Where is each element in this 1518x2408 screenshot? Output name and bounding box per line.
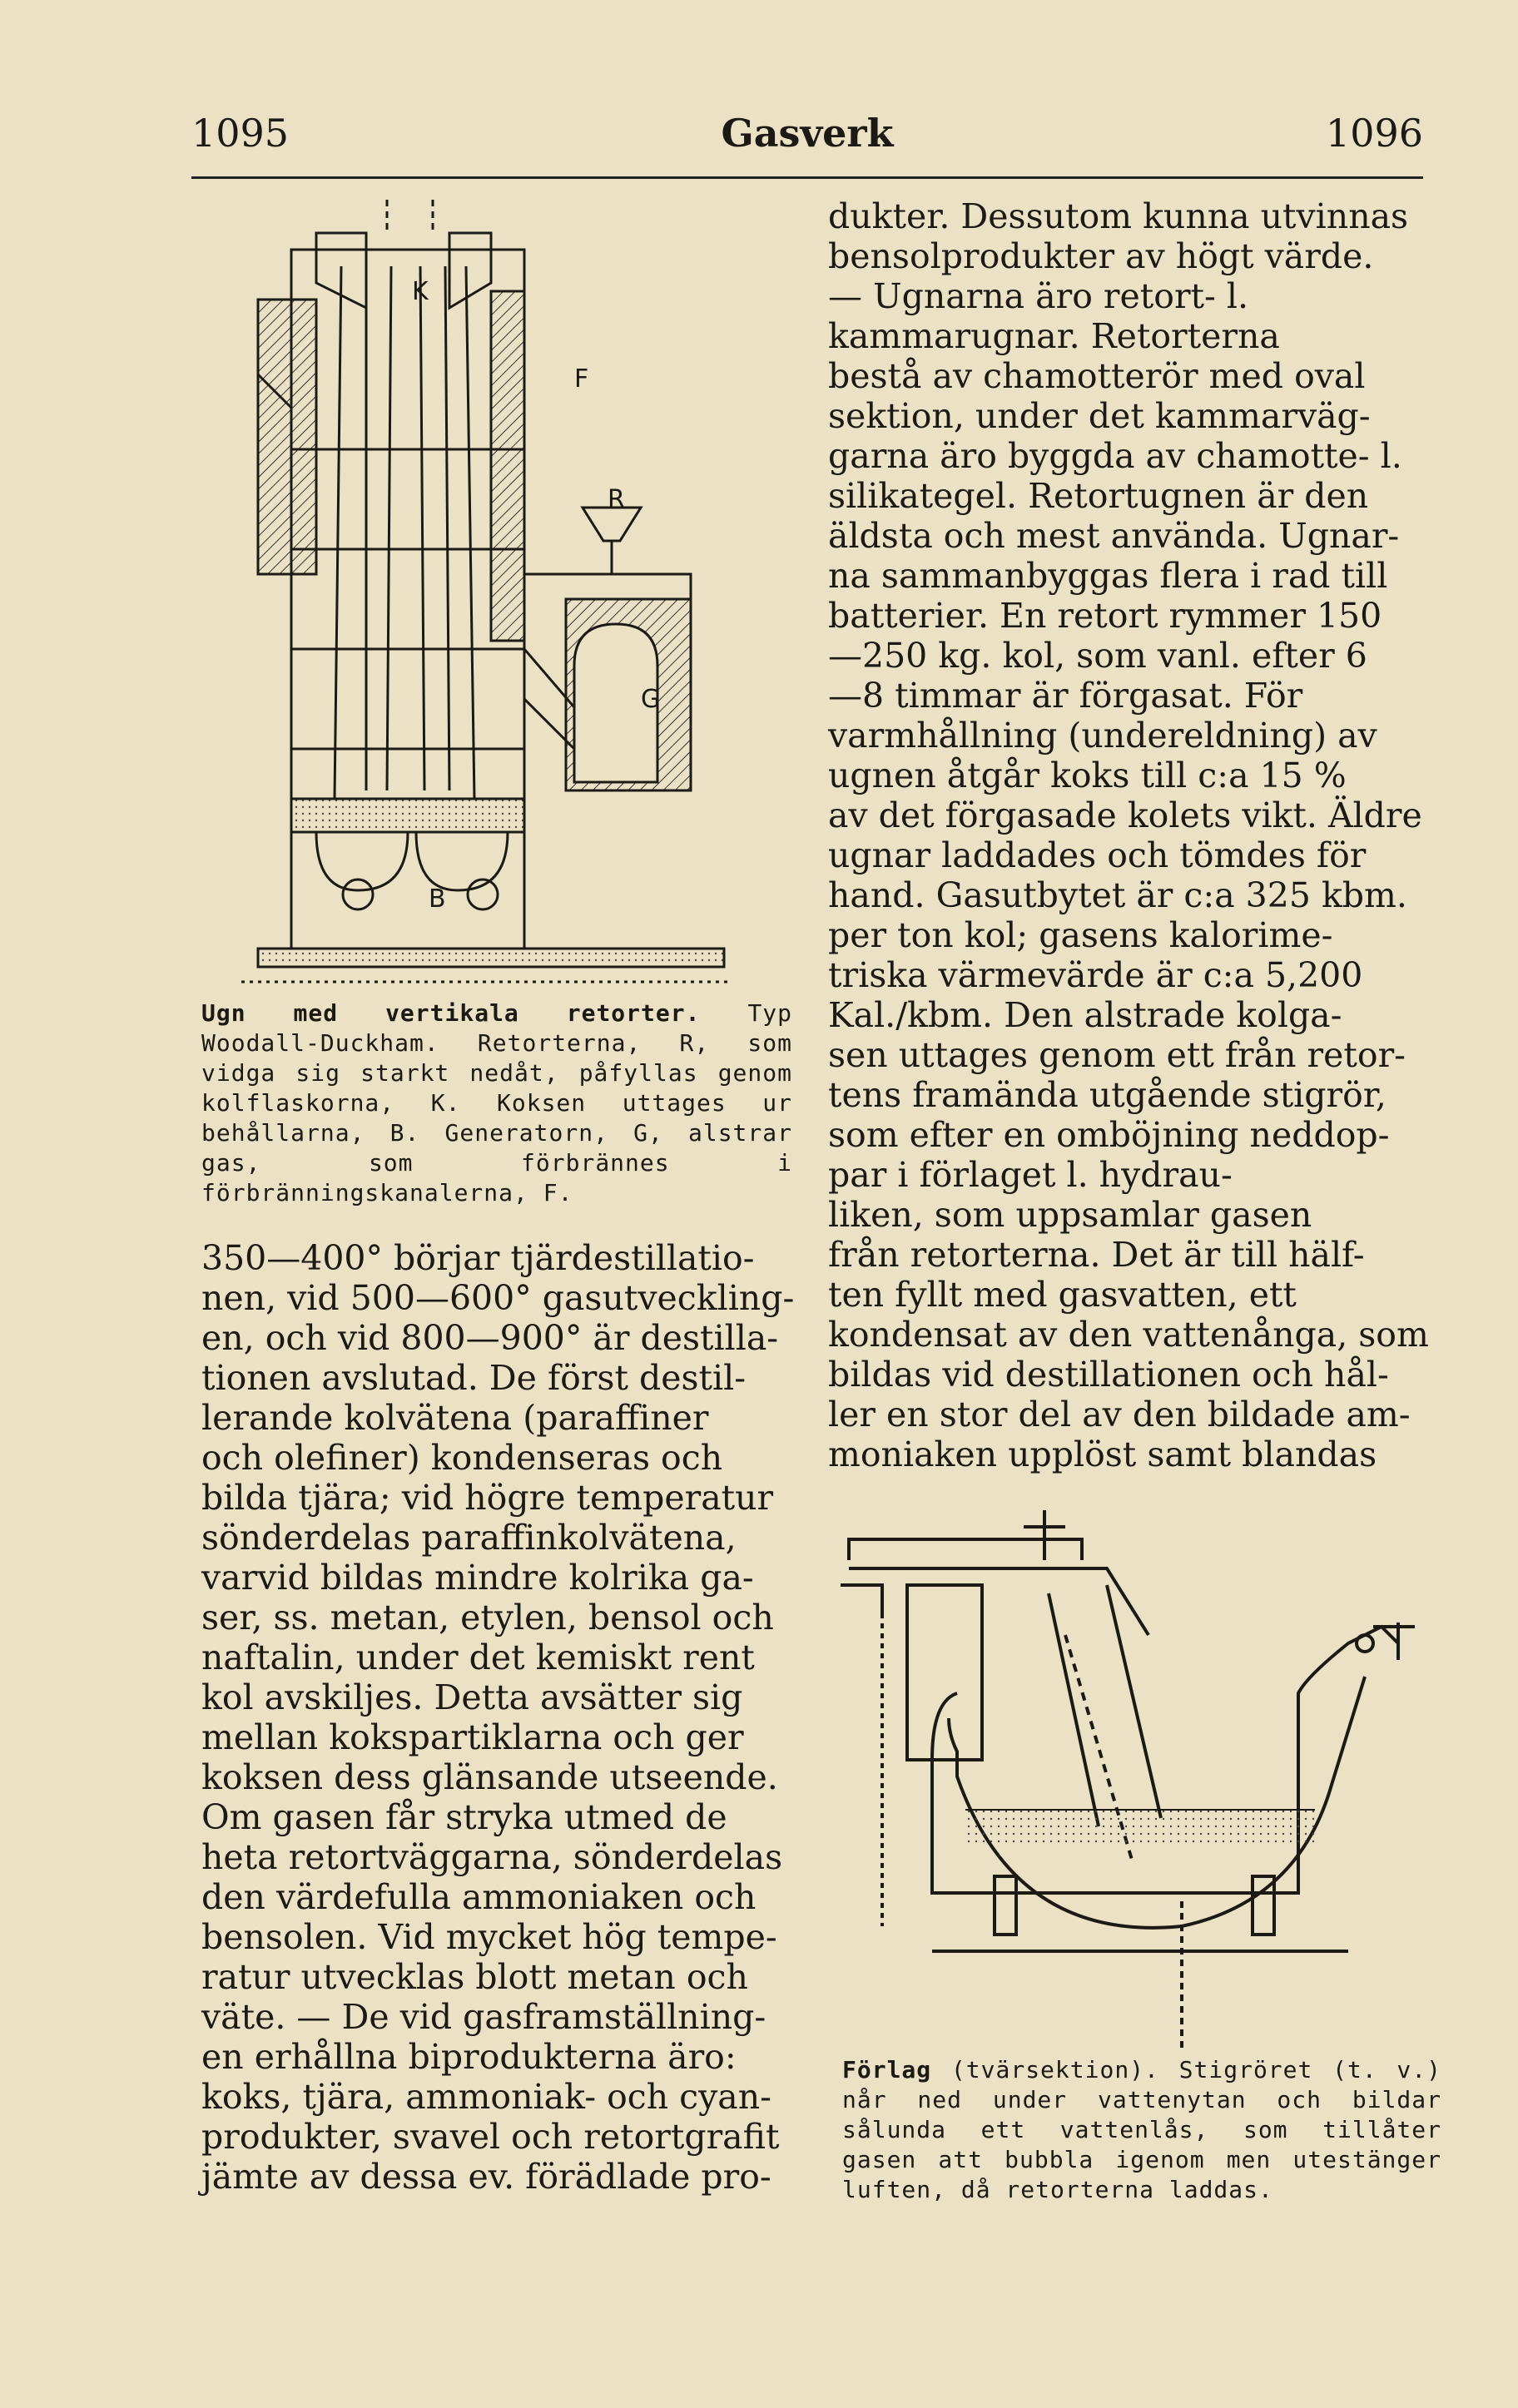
figure-vertical-retort-oven — [241, 200, 757, 990]
body-text-line: varmhållning (undereldning) av — [828, 716, 1377, 756]
body-text-line: nen, vid 500—600° gasutveckling- — [201, 1278, 795, 1318]
body-text-line: —8 timmar är förgasat. För — [828, 676, 1303, 716]
body-text-line: hand. Gasutbytet är c:a 325 kbm. — [828, 875, 1407, 915]
body-text-line: Om gasen får stryka utmed de — [201, 1797, 727, 1837]
body-text-line: koks, tjära, ammoniak- och cyan- — [201, 2077, 771, 2117]
body-text-line: bestå av chamotterör med oval — [828, 356, 1366, 396]
body-text-line: — Ugnarna äro retort- l. — [828, 276, 1249, 316]
body-text-line: kol avskiljes. Detta avsätter sig — [201, 1677, 743, 1717]
body-text-line: sektion, under det kammarväg- — [828, 396, 1371, 436]
page-header — [191, 108, 1423, 158]
body-text-line: lerande kolvätena (paraffiner — [201, 1398, 709, 1438]
body-text-line: 350—400° börjar tjärdestillatio- — [201, 1238, 755, 1278]
body-text-line: moniaken upplöst samt blandas — [828, 1434, 1377, 1474]
figure1-caption — [201, 998, 792, 1208]
body-text-line: tens framända utgående stigrör, — [828, 1075, 1387, 1115]
body-text-line: och olefiner) kondenseras och — [201, 1438, 723, 1478]
body-text-line: bildas vid destillationen och hål- — [828, 1355, 1389, 1395]
fig1-label-b: B — [429, 884, 446, 914]
body-text-line: en, och vid 800—900° är destilla- — [201, 1318, 779, 1358]
figure2-caption-text: (tvärsektion). Stigröret (t. v.) når ned under vattenytan och bildar sålunda ett vattenlås, som tillåter gasen att bubbla igenom men utestänger luften, då retorterna laddas. — [842, 2056, 1442, 2203]
body-text-line: per ton kol; gasens kalorime- — [828, 915, 1333, 955]
body-text-line: varvid bildas mindre kolrika ga- — [201, 1558, 754, 1598]
body-text-line: bensolen. Vid mycket hög tempe- — [201, 1917, 777, 1957]
right-column-text — [828, 196, 1429, 1474]
body-text-line: en erhållna biprodukterna äro: — [201, 2037, 737, 2077]
body-text-line: koksen dess glänsande utseende. — [201, 1757, 778, 1797]
body-text-line: batterier. En retort rymmer 150 — [828, 596, 1382, 636]
figure1-caption-lead: Ugn med vertikala retorter. — [201, 999, 701, 1027]
fig1-label-g: G — [641, 685, 661, 714]
figure1-caption-text: Typ Woodall-Duckham. Retorterna, R, som vidga sig starkt nedåt, påfyllas genom kolflaskorna, K. Koksen uttages ur behållarna, B. Generatorn, G, alstrar gas, som förbrännes i förbränningskanalerna, F. — [201, 999, 793, 1206]
body-text-line: sönderdelas paraffinkolvätena, — [201, 1518, 737, 1558]
body-text-line: silikategel. Retortugnen är den — [828, 476, 1369, 516]
figure-hydraulic-main-section — [832, 1510, 1431, 2051]
body-text-line: triska värmevärde är c:a 5,200 — [828, 955, 1363, 995]
fig1-label-r: R — [608, 485, 625, 514]
running-title: Gasverk — [721, 111, 894, 156]
body-text-line: bensolprodukter av högt värde. — [828, 236, 1374, 276]
body-text-line: na sammanbyggas flera i rad till — [828, 556, 1388, 596]
body-text-line: ratur utvecklas blott metan och — [201, 1957, 748, 1997]
figure2-caption-lead: Förlag — [842, 2056, 932, 2083]
body-text-line: jämte av dessa ev. förädlade pro- — [201, 2157, 771, 2197]
body-text-line: sen uttages genom ett från retor- — [828, 1035, 1406, 1075]
figure2-caption — [842, 2055, 1441, 2205]
fig1-label-k: K — [412, 277, 429, 306]
body-text-line: bilda tjära; vid högre temperatur — [201, 1478, 774, 1518]
body-text-line: dukter. Dessutom kunna utvinnas — [828, 196, 1409, 236]
body-text-line: från retorterna. Det är till hälf- — [828, 1235, 1365, 1275]
body-text-line: den värdefulla ammoniaken och — [201, 1877, 757, 1917]
body-text-line: ugnar laddades och tömdes för — [828, 835, 1367, 875]
left-column-text — [201, 1238, 796, 2197]
body-text-line: ugnen åtgår koks till c:a 15 % — [828, 756, 1347, 795]
fig1-label-f: F — [574, 364, 589, 394]
body-text-line: ser, ss. metan, etylen, bensol och — [201, 1598, 774, 1638]
page-number-right: 1096 — [1325, 111, 1423, 156]
body-text-line: ler en stor del av den bildade am- — [828, 1395, 1411, 1434]
body-text-line: —250 kg. kol, som vanl. efter 6 — [828, 636, 1367, 676]
header-rule — [191, 176, 1423, 179]
body-text-line: par i förlaget l. hydrau- — [828, 1155, 1233, 1195]
body-text-line: heta retortväggarna, sönderdelas — [201, 1837, 783, 1877]
body-text-line: som efter en omböjning neddop- — [828, 1115, 1390, 1155]
body-text-line: äldsta och mest använda. Ugnar- — [828, 516, 1400, 556]
body-text-line: garna äro byggda av chamotte- l. — [828, 436, 1402, 476]
body-text-line: liken, som uppsamlar gasen — [828, 1195, 1312, 1235]
body-text-line: naftalin, under det kemiskt rent — [201, 1638, 755, 1677]
body-text-line: väte. — De vid gasframställning- — [201, 1997, 766, 2037]
body-text-line: ten fyllt med gasvatten, ett — [828, 1275, 1297, 1315]
body-text-line: kammarugnar. Retorterna — [828, 316, 1280, 356]
body-text-line: kondensat av den vattenånga, som — [828, 1315, 1429, 1355]
page-number-left: 1095 — [191, 111, 290, 156]
body-text-line: tionen avslutad. De först destil- — [201, 1358, 747, 1398]
body-text-line: av det förgasade kolets vikt. Äldre — [828, 795, 1422, 835]
body-text-line: mellan kokspartiklarna och ger — [201, 1717, 744, 1757]
body-text-line: produkter, svavel och retortgrafit — [201, 2117, 780, 2157]
body-text-line: Kal./kbm. Den alstrade kolga- — [828, 995, 1342, 1035]
